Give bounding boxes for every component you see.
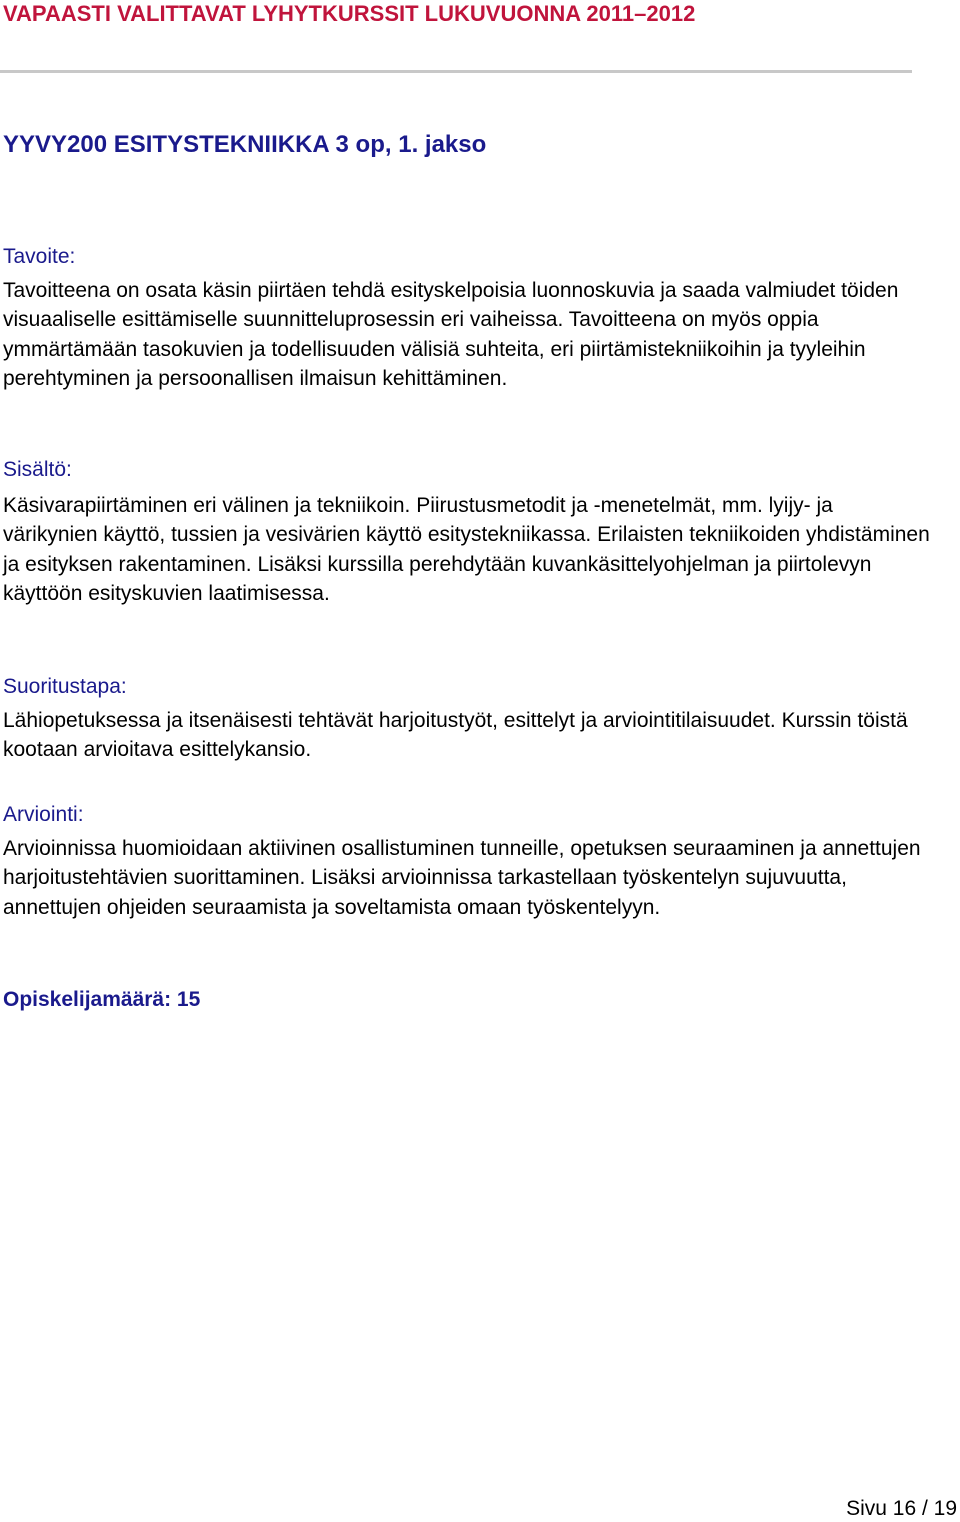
suoritustapa-text: Lähiopetuksessa ja itsenäisesti tehtävät harjoitustyöt, esittelyt ja arviointitilaisuudet. Kurssin töistä kootaan arvioitava esittelykansio. [3,709,908,762]
sisalto-heading: Sisältö: [3,458,72,481]
page-header-title: VAPAASTI VALITTAVAT LYHYTKURSSIT LUKUVUONNA 2011–2012 [3,1,696,26]
opiskelijamaara-heading: Opiskelijamäärä: 15 [3,988,201,1011]
arviointi-heading: Arviointi: [3,803,84,826]
suoritustapa-heading: Suoritustapa: [3,675,127,698]
footer-page-number: Sivu 16 / 19 [846,1497,957,1520]
header-divider [0,70,912,73]
tavoite-text: Tavoitteena on osata käsin piirtäen tehdä esityskelpoisia luonnoskuvia ja saada valmiudet töiden visuaaliselle esittämiselle suunnitteluprosessin eri vaiheissa. Tavoitteena on myös oppia ymmärtämään tasokuvien ja todellisuuden välisiä suhteita, eri piirtämistekniikoihin ja tyyleihin perehtyminen ja persoonallisen ilmaisun kehittäminen. [3,279,899,390]
tavoite-heading: Tavoite: [3,245,76,268]
sisalto-text: Käsivarapiirtäminen eri välinen ja tekniikoin. Piirustusmetodit ja -menetelmät, mm. lyijy- ja värikynien käyttö, tussien ja vesivärien käyttö esitystekniikassa. Erilaisten tekniikoiden yhdistäminen ja esityksen rakentaminen. Lisäksi kurssilla perehdytään kuvankäsittelyohjelman ja piirtolevyn käyttöön esityskuvien laatimisessa. [3,494,930,605]
course-title: YYVY200 ESITYSTEKNIIKKA 3 op, 1. jakso [3,131,487,158]
arviointi-text: Arvioinnissa huomioidaan aktiivinen osallistuminen tunneille, opetuksen seuraaminen ja annettujen harjoitustehtävien suorittaminen. Lisäksi arvioinnissa tarkastellaan työskentelyn sujuvuutta, annettujen ohjeiden seuraamista ja soveltamista omaan työskentelyyn. [3,837,921,919]
